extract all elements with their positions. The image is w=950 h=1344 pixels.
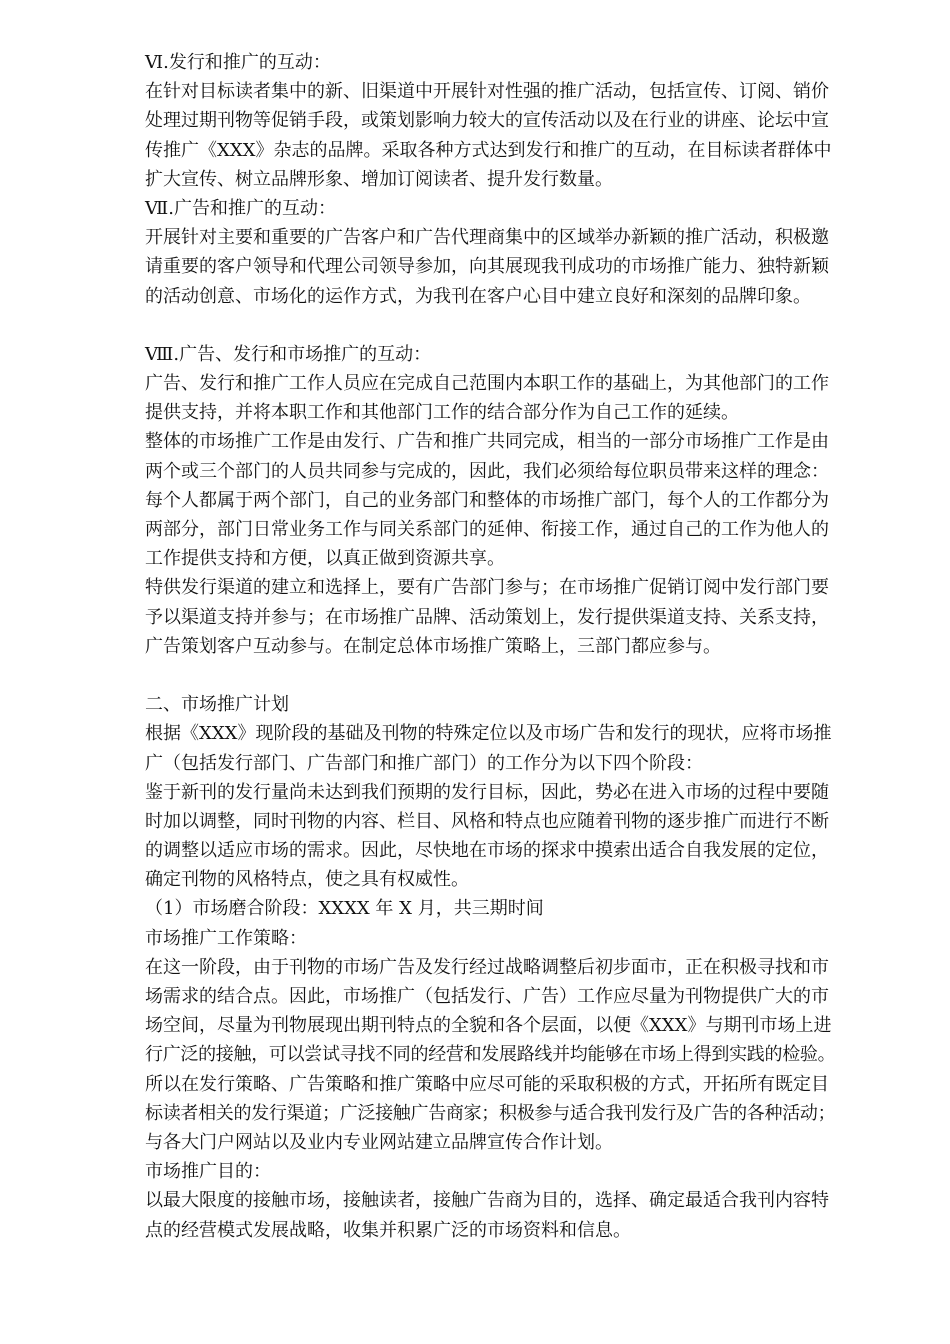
text-line: 根据《XXX》现阶段的基础及刊物的特殊定位以及市场广告和发行的现状，应将市场推 [145,723,832,745]
section-heading: 二、市场推广计划 [145,694,289,716]
document-page [145,48,885,1245]
section-heading: Ⅷ.广告、发行和市场推广的互动： [145,343,432,365]
section-heading: Ⅵ.发行和推广的互动： [145,52,331,73]
text-line: 予以渠道支持并参与；在市场推广品牌、活动策划上，发行提供渠道支持、关系支持， [145,606,829,628]
text-line: 广告策划客户互动参与。在制定总体市场推广策略上，三部门都应参与。 [145,635,721,657]
subheading: 市场推广目的： [145,1161,271,1183]
text-line: 工作提供支持和方便，以真正做到资源共享。 [145,548,505,570]
text-line: 的调整以适应市场的需求。因此，尽快地在市场的探求中摸索出适合自我发展的定位， [145,840,829,862]
text-line: 在这一阶段，由于刊物的市场广告及发行经过战略调整后初步面市，正在积极寻找和市 [145,956,829,978]
blank-line [145,311,885,340]
paragraph [145,427,885,573]
text-line: 行广泛的接触，可以尝试寻找不同的经营和发展路线并均能够在市场上得到实践的检验。 [145,1044,836,1066]
text-line: 广（包括发行部门、广告部门和推广部门）的工作分为以下四个阶段： [145,752,703,774]
paragraph [145,1186,885,1244]
paragraph [145,778,885,895]
text-line: 确定刊物的风格特点，使之具有权威性。 [145,869,469,891]
text-line: 请重要的客户领导和代理公司领导参加，向其展现我刊成功的市场推广能力、独特新颖 [145,256,829,278]
text-line: 每个人都属于两个部门，自己的业务部门和整体的市场推广部门，每个人的工作都分为 [145,489,829,511]
paragraph [145,77,885,194]
text-line: 场空间，尽量为刊物展现出期刊特点的全貌和各个层面，以便《XXX》与期刊市场上进 [145,1015,832,1037]
blank-line [145,661,885,690]
text-line: 两部分，部门日常业务工作与同关系部门的延伸、衔接工作，通过自己的工作为他人的 [145,519,829,540]
subheading: 市场推广工作策略： [145,927,307,949]
text-line: 扩大宣传、树立品牌形象、增加订阅读者、提升发行数量。 [145,168,613,190]
text-line: 传推广《XXX》杂志的品牌。采取各种方式达到发行和推广的互动，在目标读者群体中 [145,139,832,161]
text-line: 广告、发行和推广工作人员应在完成自己范围内本职工作的基础上，为其他部门的工作 [145,373,829,395]
text-line: 所以在发行策略、广告策略和推广策略中应尽可能的采取积极的方式，开拓所有既定目 [145,1073,829,1095]
text-line: 在针对目标读者集中的新、旧渠道中开展针对性强的推广活动，包括宣传、订阅、销价 [145,81,829,103]
text-line: 以最大限度的接触市场，接触读者，接触广告商为目的，选择、确定最适合我刊内容特 [145,1190,829,1212]
paragraph [145,953,885,1157]
text-line: 提供支持，并将本职工作和其他部门工作的结合部分作为自己工作的延续。 [145,402,739,424]
text-line: 特供发行渠道的建立和选择上，要有广告部门参与；在市场推广促销订阅中发行部门要 [145,577,829,599]
text-line: 场需求的结合点。因此，市场推广（包括发行、广告）工作应尽量为刊物提供广大的市 [145,986,829,1007]
text-line: 的活动创意、市场化的运作方式，为我刊在客户心目中建立良好和深刻的品牌印象。 [145,285,811,307]
stage-heading: （1）市场磨合阶段：XXXX 年 X 月，共三期时间 [145,898,544,920]
section-heading: Ⅶ.广告和推广的互动： [145,197,336,219]
text-line: 整体的市场推广工作是由发行、广告和推广共同完成，相当的一部分市场推广工作是由 [145,431,829,453]
text-line: 处理过期刊物等促销手段，或策划影响力较大的宣传活动以及在行业的讲座、论坛中宣 [145,110,829,132]
text-line: 与各大门户网站以及业内专业网站建立品牌宣传合作计划。 [145,1131,613,1153]
text-line: 两个或三个部门的人员共同参与完成的，因此，我们必须给每位职员带来这样的理念： [145,460,829,482]
text-line: 开展针对主要和重要的广告客户和广告代理商集中的区域举办新颖的推广活动，积极邀 [145,227,829,249]
paragraph [145,719,885,777]
paragraph [145,573,885,661]
text-line: 时加以调整，同时刊物的内容、栏目、风格和特点也应随着刊物的逐步推广而进行不断 [145,810,829,832]
paragraph [145,223,885,311]
text-line: 点的经营模式发展战略，收集并积累广泛的市场资料和信息。 [145,1219,631,1241]
text-line: 鉴于新刊的发行量尚未达到我们预期的发行目标，因此，势必在进入市场的过程中要随 [145,781,829,803]
paragraph [145,369,885,427]
text-line: 标读者相关的发行渠道；广泛接触广告商家；积极参与适合我刊发行及广告的各种活动； [145,1102,836,1124]
